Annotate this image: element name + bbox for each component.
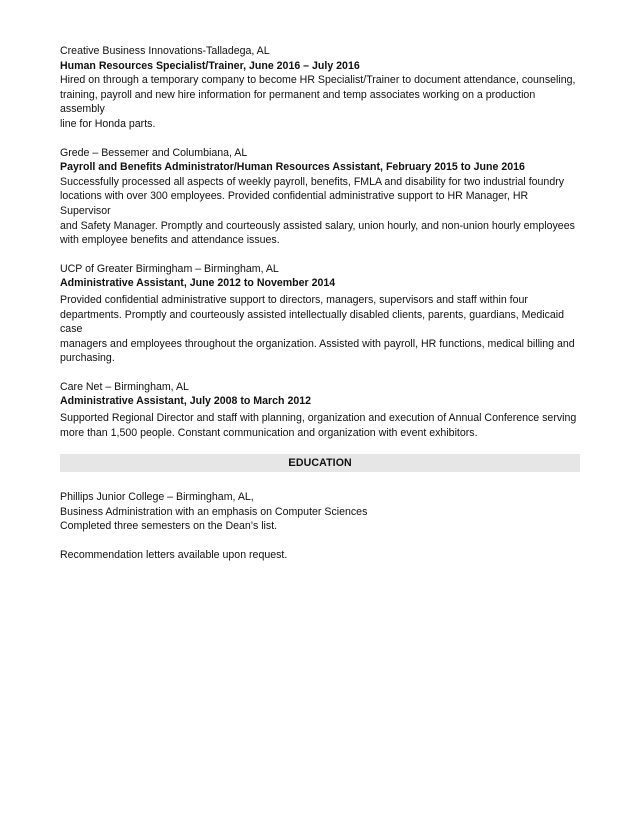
closing-note: Recommendation letters available upon request. — [60, 549, 288, 562]
job-company: Care Net – Birmingham, AL — [60, 380, 189, 393]
job-company: Grede – Bessemer and Columbiana, AL — [60, 146, 248, 159]
education-block — [60, 490, 580, 534]
job-title: Payroll and Benefits Administrator/Human Resources Assistant, February 2015 to June 2016 — [60, 161, 525, 174]
job-description-line: line for Honda parts. — [60, 117, 156, 130]
job-description-line: Successfully processed all aspects of weekly payroll, benefits, FMLA and disability for two industrial foundry — [60, 175, 565, 188]
job-description-line: Provided confidential administrative support to directors, managers, supervisors and staff within four — [60, 293, 528, 306]
job-description-line: purchasing. — [60, 352, 115, 365]
job-description-line: training, payroll and new hire information for permanent and temp associates working on a production assembly — [60, 88, 536, 116]
job-entry-grede — [60, 146, 580, 248]
job-entry-creative-business — [60, 44, 580, 132]
job-title: Administrative Assistant, July 2008 to March 2012 — [60, 395, 312, 408]
education-line: Business Administration with an emphasis on Computer Sciences — [60, 505, 368, 518]
job-description-line: Supported Regional Director and staff with planning, organization and execution of Annual Conference serving — [60, 412, 577, 425]
resume-page — [60, 44, 580, 563]
job-company: Creative Business Innovations-Talladega, AL — [60, 45, 270, 57]
job-description-line: and Safety Manager. Promptly and courteously assisted salary, union hourly, and non-union hourly employees — [60, 219, 575, 232]
job-company: UCP of Greater Birmingham – Birmingham, AL — [60, 262, 279, 275]
job-description-line: managers and employees throughout the organization. Assisted with payroll, HR functions, medical billing and — [60, 337, 575, 350]
education-line: Phillips Junior College – Birmingham, AL, — [60, 491, 254, 504]
education-heading-rest: DUCATION — [295, 457, 352, 470]
education-line: Completed three semesters on the Dean’s list. — [60, 520, 278, 533]
job-description-line: with employee benefits and attendance issues. — [60, 234, 280, 247]
job-title: Administrative Assistant, June 2012 to November 2014 — [60, 277, 336, 290]
education-section-header — [60, 454, 580, 472]
job-entry-care-net — [60, 380, 580, 440]
job-description-line: locations with over 300 employees. Provided confidential administrative support to HR Manager, HR Supervisor — [60, 190, 529, 217]
job-entry-ucp — [60, 262, 580, 366]
job-description-line: Hired on through a temporary company to become HR Specialist/Trainer to document attendance, counseling, — [60, 74, 576, 87]
job-description-line: departments. Promptly and courteously assisted intellectually disabled clients, parents, guardians, Medicaid case — [60, 308, 565, 336]
education-heading-initial: E — [288, 457, 296, 470]
job-title: Human Resources Specialist/Trainer, June 2016 – July 2016 — [60, 59, 360, 72]
job-description-line: more than 1,500 people. Constant communication and organization with event exhibitors. — [60, 426, 478, 439]
